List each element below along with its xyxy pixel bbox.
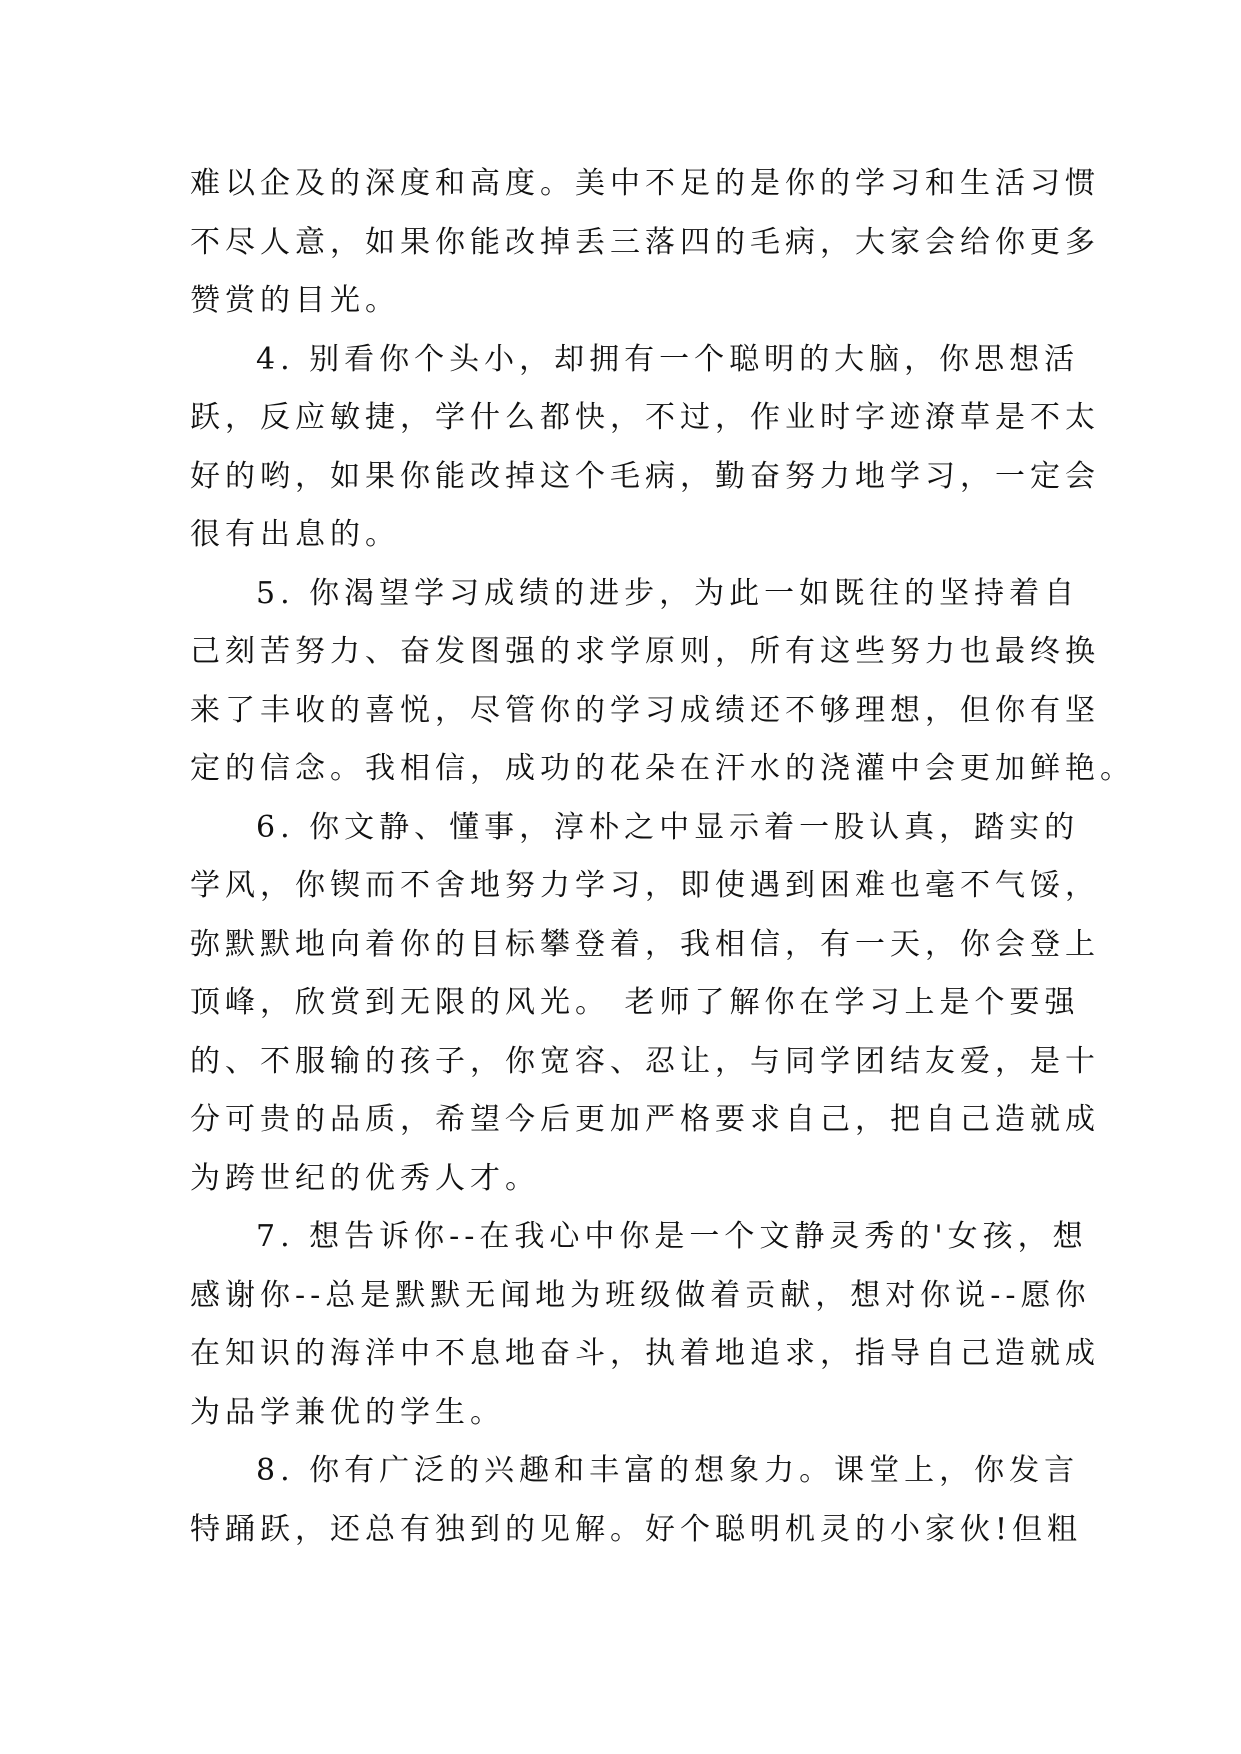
text-line: 分可贵的品质，希望今后更加严格要求自己，把自己造就成 [190, 1102, 1100, 1137]
text-line: 为跨世纪的优秀人才。 [190, 1160, 540, 1196]
text-line: 特踊跃，还总有独到的见解。好个聪明机灵的小家伙!但粗 [190, 1511, 1083, 1547]
document-body [190, 155, 1135, 1559]
text-line: 己刻苦努力、奋发图强的求学原则，所有这些努力也最终换 [190, 634, 1100, 669]
paragraph-8-start: 8. 你有广泛的兴趣和丰富的想象力。课堂上，你发言 [256, 1453, 1080, 1488]
paragraph-6-start: 6. 你文静、懂事，淳朴之中显示着一股认真，踏实的 [256, 809, 1080, 845]
text-line: 来了丰收的喜悦，尽管你的学习成绩还不够理想，但你有坚 [190, 692, 1100, 728]
text-line: 定的信念。我相信，成功的花朵在汗水的浇灌中会更加鲜艳。 [190, 751, 1135, 786]
text-line: 学风，你锲而不舍地努力学习，即使遇到困难也毫不气馁， [190, 868, 1100, 903]
text-line: 不尽人意，如果你能改掉丢三落四的毛病，大家会给你更多 [190, 224, 1100, 260]
text-line: 难以企及的深度和高度。美中不足的是你的学习和生活习惯 [190, 166, 1100, 201]
text-line: 在知识的海洋中不息地奋斗，执着地追求，指导自己造就成 [190, 1336, 1100, 1371]
paragraph-7-start: 7. 想告诉你--在我心中你是一个文静灵秀的'女孩，想 [256, 1219, 1088, 1254]
paragraph-4-start: 4. 别看你个头小，却拥有一个聪明的大脑，你思想活 [256, 341, 1080, 377]
text-line: 跃，反应敏捷，学什么都快，不过，作业时字迹潦草是不太 [190, 400, 1100, 435]
paragraph-5-start: 5. 你渴望学习成绩的进步，为此一如既往的坚持着自 [256, 575, 1080, 611]
text-line: 为品学兼优的学生。 [190, 1394, 505, 1430]
text-line: 很有出息的。 [190, 517, 400, 552]
text-line: 赞赏的目光。 [190, 283, 400, 318]
text-line: 弥默默地向着你的目标攀登着，我相信，有一天，你会登上 [190, 926, 1100, 962]
text-line: 好的哟，如果你能改掉这个毛病，勤奋努力地学习，一定会 [190, 458, 1100, 494]
text-line: 顶峰，欣赏到无限的风光。 老师了解你在学习上是个要强 [190, 985, 1080, 1020]
text-line: 感谢你--总是默默无闻地为班级做着贡献，想对你说--愿你 [190, 1277, 1091, 1313]
text-line: 的、不服输的孩子，你宽容、忍让，与同学团结友爱，是十 [190, 1043, 1100, 1079]
